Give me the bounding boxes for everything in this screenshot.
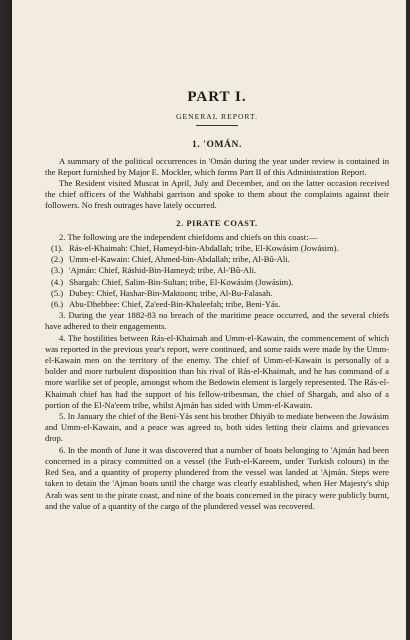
paragraph-3: 3. During the year 1882-83 no breach of the maritime peace occurred, and the several chiefs have adhered to their engagements. [45,310,389,332]
heading-rule [196,125,238,126]
list-item-text: Shargah: Chief, Salim-Bin-Sultan; tribe, El-Kowásim (Jowásim). [69,276,294,287]
list-item [45,288,389,299]
page-content [45,89,389,512]
paragraph-4: 4. The hostilities between Rás-el-Khaimah and Umm-el-Kawain, the commencement of which was reported in the previous year's report, were continued, and some raids were made by the Umm-el-Kawain men on the territory of the enemy. The chief of Umm-el-Kawain is personally of a bolder and more turbulent disposition than his rival of Rás-el-Khaimah, and he has command of a more warlike set of people, amongst whom the Bedowin element is largely represented. The Rás-el-Khaimah chief has had the support of his fellow-tribesman, the chief of Shargah, and also of a portion of the El-Na'eem tribe, whilst Ajmán has sided with Umm-el-Kawain. [45,332,389,410]
list-item-number: (3.) [51,265,64,276]
list-item-number: (5.) [51,287,64,298]
list-item-text: Umm-el-Kawain: Chief, Ahmed-bin-Abdallah; tribe, Al-Bû-Ali. [69,254,290,265]
list-item-text: 'Ajmán: Chief, Ráshid-Bin-Hameyd; tribe, Al-'Bû-Ali. [69,265,257,276]
section-oman-para-2: The Resident visited Muscat in April, July and December, and on the latter occasion received the chief officers of the Wahhabi garrison and spoke to them about the complaints against their followers. No fresh outrages have lately occurred. [45,178,389,211]
paragraph-5: 5. In January the chief of the Beni-Yás sent his brother Dhiyáb to mediate between the Jowásim and Umm-el-Kawain, and a peace was agreed to, both sides letting their claims and grievances drop. [45,411,389,444]
list-item-text: Abu-Dhebbee: Chief, Za'eed-Bin-Khaleefah; tribe, Beni-Yás. [69,299,281,310]
list-item [45,299,389,310]
list-item-number: (6.) [51,299,64,310]
list-item-number: (2.) [51,254,64,265]
list-item-number: (4.) [51,276,64,287]
paragraph-6: 6. In the month of June it was discovered that a number of boats belonging to 'Ajmán had been concerned in a piracy committed on a vessel (the Futh-el-Kareem, under Turkish colours) in the Red Sea, and a quantity of property plundered from the vessel was landed at 'Ajmán. Steps were taken to detain the 'Ajman boats until the charge was clearly established, when Her Majesty's ship Arab was sent to the pirate coast, and nine of the boats concerned in the piracy were publicly burnt, and the value of a quantity of the cargo of the plundered vessel was recovered. [45,444,389,511]
list-item-text: Rás-el-Khaimah: Chief, Hameyd-bin-Abdallah; tribe, El-Kowásim (Jowásim). [69,243,339,254]
list-item [45,277,389,288]
list-item-text: Dubey: Chief, Hashar-Bin-Maktoom; tribe, Al-Bu-Falasah. [69,287,273,298]
section-oman-para-1: A summary of the political occurrences in 'Omán during the year under review is contained in the Report furnished by Major E. Mockler, which forms Part II of this Administration Report. [45,155,389,177]
chiefdoms-list [45,243,389,310]
list-item-number: (1). [51,243,64,254]
section-pirate-coast-title: 2. PIRATE COAST. [176,218,258,228]
general-report-heading: GENERAL REPORT. [175,112,259,122]
part-title: PART I. [187,89,247,105]
list-item [45,243,389,254]
document-page [12,0,406,640]
list-item [45,254,389,265]
section-oman-title: 1. 'OMÁN. [192,140,242,151]
list-item [45,265,389,276]
pirate-coast-intro: 2. The following are the independent chiefdoms and chiefs on this coast:— [59,231,318,242]
